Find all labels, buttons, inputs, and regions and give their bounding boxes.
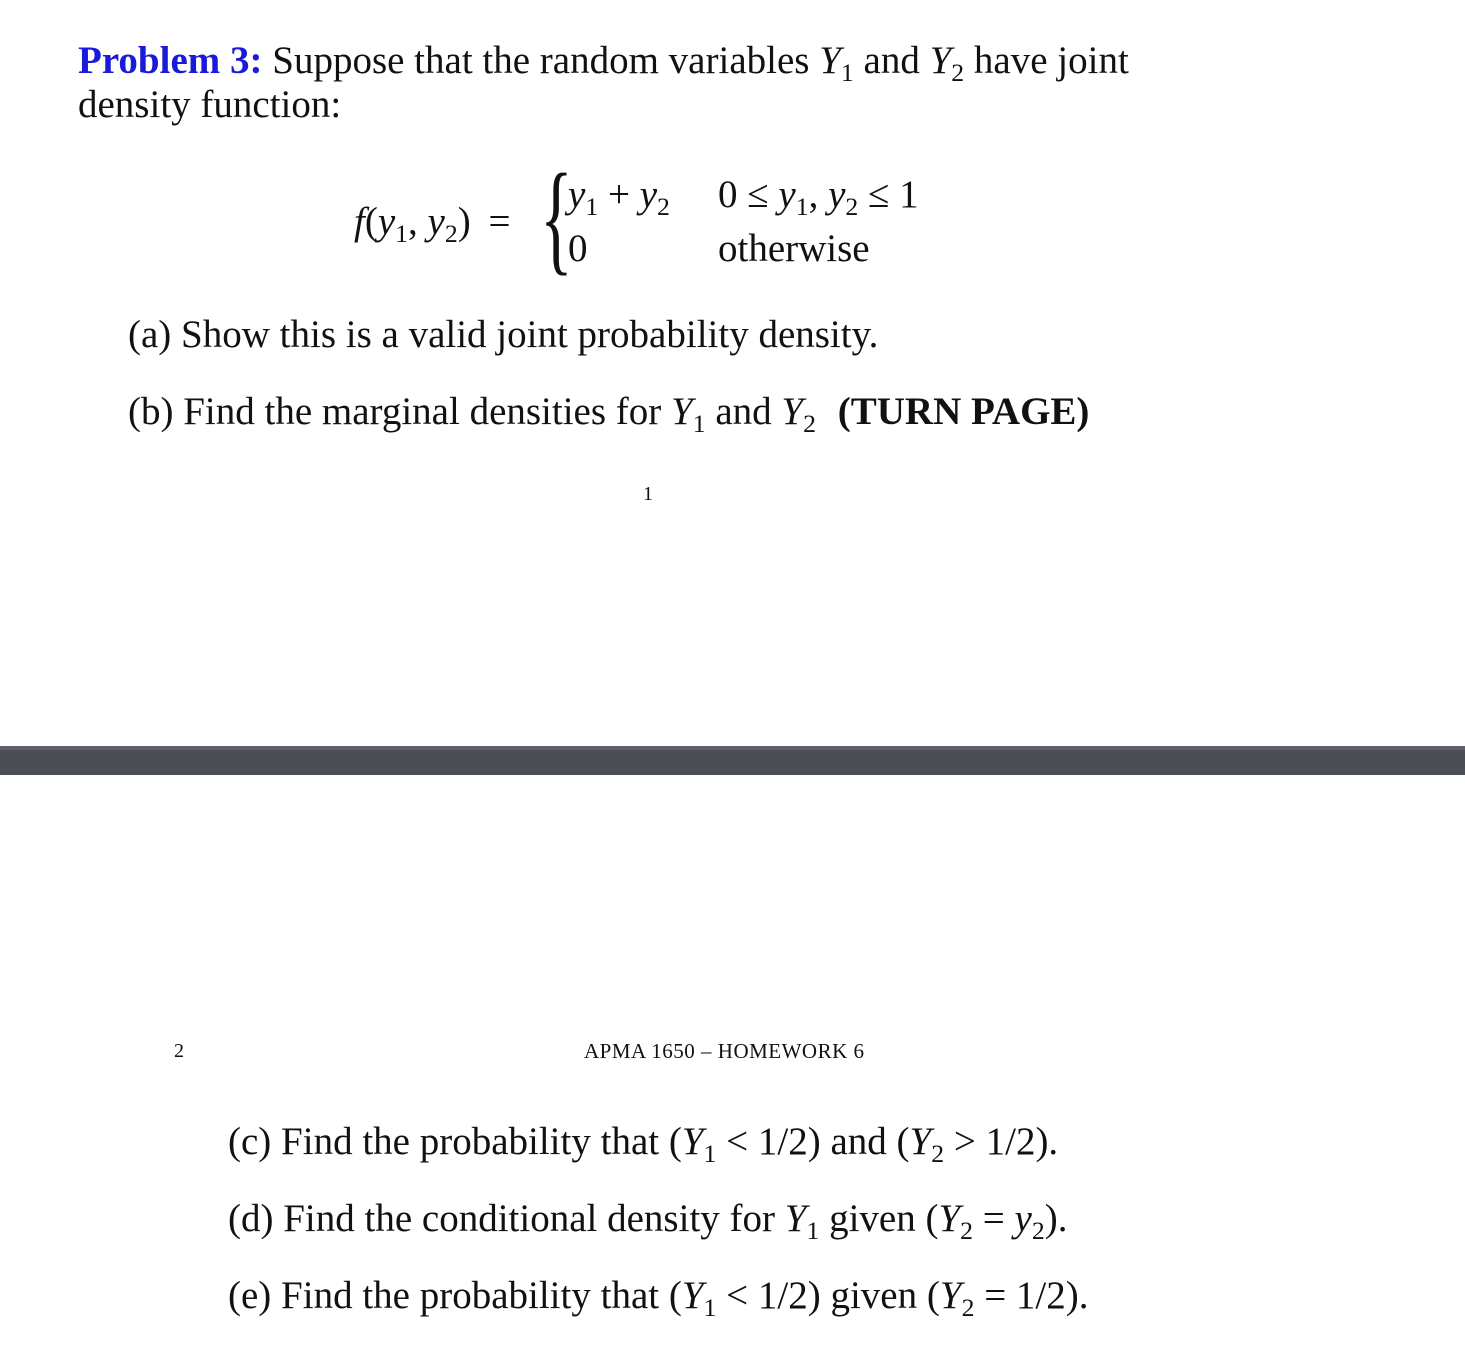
part-label: (a) — [128, 313, 172, 356]
formula-lhs — [354, 199, 511, 249]
problem-line-2: density function: — [78, 83, 342, 126]
turn-page-note: (TURN PAGE) — [837, 390, 1090, 433]
var-sub: 1 — [703, 1139, 717, 1169]
equals-sign: = — [488, 200, 511, 243]
var-Y: Y — [909, 1120, 932, 1163]
case-1-condition — [718, 172, 919, 222]
var-y: y — [778, 173, 796, 216]
part-b — [128, 389, 1090, 439]
and-word: and — [863, 39, 920, 82]
part-text: = 1/2). — [974, 1274, 1089, 1317]
part-a — [128, 312, 878, 357]
page-number: 1 — [643, 483, 653, 505]
var-sub: 1 — [840, 58, 854, 88]
cond-pre: 0 ≤ — [718, 173, 779, 216]
var-y: y — [568, 173, 586, 216]
document-page-2 — [0, 775, 1465, 1349]
var-sub: 2 — [961, 1293, 975, 1323]
problem-intro-end: have joint — [973, 39, 1129, 82]
part-text: Find the marginal densities for — [183, 390, 662, 433]
var-Y: Y — [819, 39, 841, 82]
part-text: Show this is a valid joint probability density. — [181, 313, 879, 356]
page-separator-highlight — [0, 746, 1465, 750]
part-text: Find the probability that ( — [281, 1120, 682, 1163]
part-text: Find the probability that ( — [281, 1274, 682, 1317]
part-text: given ( — [829, 1197, 939, 1240]
part-label: (c) — [228, 1120, 272, 1163]
part-d — [228, 1196, 1068, 1246]
var-Y: Y — [938, 1197, 961, 1240]
var-Y: Y — [939, 1274, 962, 1317]
var-sub: 1 — [585, 192, 599, 222]
comma: , — [808, 173, 829, 216]
comma: , — [408, 200, 428, 243]
part-text: < 1/2) given ( — [716, 1274, 940, 1317]
part-text: Find the conditional density for — [283, 1197, 775, 1240]
var-sub: 2 — [845, 192, 859, 222]
var-Y: Y — [681, 1274, 704, 1317]
running-header: APMA 1650 – HOMEWORK 6 — [584, 1039, 865, 1063]
var-sub: 2 — [931, 1139, 945, 1169]
equals-sign: = — [973, 1197, 1015, 1240]
var-sub: 1 — [703, 1293, 717, 1323]
problem-heading-line — [78, 38, 1129, 88]
var-sub: 2 — [657, 192, 670, 222]
cond-post: ≤ 1 — [858, 173, 919, 216]
part-text: ). — [1044, 1197, 1068, 1240]
f-symbol: f — [354, 200, 365, 243]
part-c — [228, 1119, 1059, 1169]
var-sub: 2 — [1031, 1216, 1045, 1246]
part-text: > 1/2). — [944, 1120, 1059, 1163]
var-Y: Y — [784, 1197, 807, 1240]
var-y: y — [828, 173, 846, 216]
and-word: and — [715, 390, 772, 433]
problem-label: Problem 3: — [78, 39, 263, 82]
var-Y: Y — [671, 390, 693, 433]
var-y: y — [639, 173, 657, 216]
part-text: < 1/2) and ( — [716, 1120, 910, 1163]
plus-sign: + — [598, 173, 640, 216]
part-label: (d) — [228, 1197, 274, 1240]
var-y: y — [427, 200, 445, 243]
part-e — [228, 1273, 1089, 1323]
problem-intro: Suppose that the random variables — [272, 39, 810, 82]
var-sub: 2 — [951, 58, 965, 88]
var-Y: Y — [781, 390, 804, 433]
part-label: (b) — [128, 390, 174, 433]
paren: ) — [457, 200, 471, 243]
page-separator — [0, 746, 1465, 775]
var-sub: 1 — [806, 1216, 820, 1246]
var-Y: Y — [681, 1120, 704, 1163]
var-y: y — [1014, 1197, 1032, 1240]
var-sub: 2 — [444, 219, 458, 249]
var-y: y — [377, 200, 396, 243]
left-brace: { — [540, 149, 573, 286]
var-sub: 1 — [692, 409, 706, 439]
var-sub: 1 — [395, 219, 409, 249]
part-label: (e) — [228, 1274, 272, 1317]
case-2-condition: otherwise — [718, 227, 870, 270]
var-Y: Y — [929, 39, 952, 82]
var-sub: 1 — [795, 192, 809, 222]
paren: ( — [364, 200, 378, 243]
var-sub: 2 — [803, 409, 816, 439]
case-2-expression: 0 — [568, 227, 588, 270]
page-number: 2 — [174, 1040, 184, 1062]
case-1-expression — [568, 172, 670, 222]
var-sub: 2 — [960, 1216, 974, 1246]
